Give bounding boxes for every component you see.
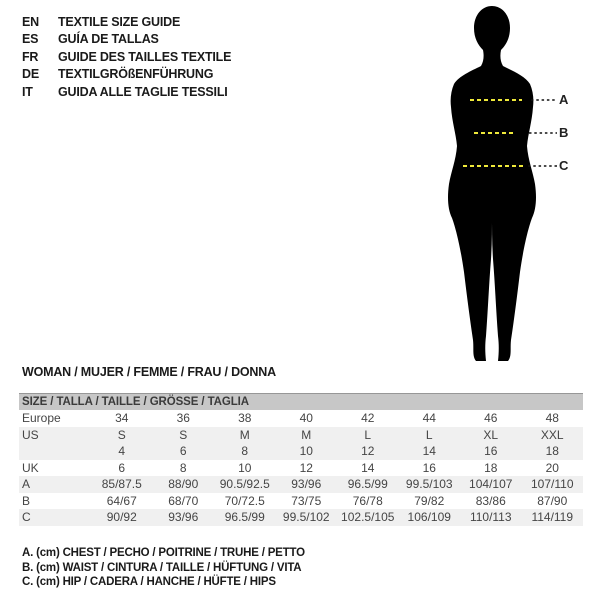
table-row — [19, 460, 583, 477]
size-value-cell: 10 — [299, 444, 313, 458]
size-value-cell: XXL — [540, 427, 564, 442]
row-label: UK — [22, 460, 39, 475]
size-value-cell: 12 — [299, 460, 313, 475]
size-value-cell: 18 — [545, 444, 559, 458]
woman-silhouette-figure — [445, 4, 595, 366]
size-value-cell: 99.5/103 — [405, 477, 453, 491]
size-value-cell: 40 — [299, 411, 313, 425]
size-value-cell: 110/113 — [469, 510, 512, 524]
row-label — [19, 443, 91, 460]
size-value-cell: 48 — [545, 411, 559, 425]
measure-letter-c: C — [559, 158, 569, 173]
size-value-cell: 20 — [545, 460, 559, 475]
size-value-cell: 90.5/92.5 — [219, 477, 270, 491]
size-value-cell: 46 — [484, 411, 498, 425]
language-code: DE — [22, 67, 39, 82]
table-row — [19, 443, 583, 460]
language-title: GUIDE DES TAILLES TEXTILE — [58, 49, 232, 64]
language-list — [22, 13, 231, 101]
size-value-cell: 44 — [422, 411, 436, 425]
size-value-cell: 6 — [179, 444, 187, 458]
row-label: A — [22, 477, 31, 491]
size-table-header: SIZE / TALLA / TAILLE / GRÖSSE / TAGLIA — [19, 393, 583, 410]
row-label: US — [22, 427, 39, 442]
size-value-cell: 85/87.5 — [101, 477, 142, 491]
size-value-cell: 104/107 — [469, 477, 513, 491]
size-value-cell: 79/82 — [414, 493, 445, 508]
silhouette-svg — [445, 4, 595, 366]
size-value-cell: 10 — [238, 460, 252, 475]
row-label: Europe — [22, 411, 61, 425]
size-value-cell: 14 — [422, 444, 436, 458]
language-code: EN — [22, 14, 39, 29]
size-value-cell: 87/90 — [537, 493, 568, 508]
size-value-cell: 114/119 — [531, 510, 574, 524]
table-row — [19, 493, 583, 510]
table-row — [19, 509, 583, 526]
size-table-body — [19, 410, 583, 526]
measure-letter-a: A — [559, 92, 569, 107]
size-value-cell: 96.5/99 — [224, 510, 265, 524]
row-label: C — [22, 510, 31, 524]
size-value-cell: 96.5/99 — [347, 477, 388, 491]
section-heading: WOMAN / MUJER / FEMME / FRAU / DONNA — [22, 365, 276, 379]
size-value-cell: 8 — [241, 444, 249, 458]
language-code: FR — [22, 49, 39, 64]
language-row — [22, 13, 231, 31]
woman-silhouette — [448, 6, 536, 361]
size-value-cell: 8 — [179, 460, 187, 475]
language-code: ES — [22, 32, 39, 47]
size-value-cell: 42 — [361, 411, 375, 425]
size-value-cell: 88/90 — [168, 477, 199, 491]
measure-letter-b: B — [559, 125, 569, 140]
size-value-cell: 106/109 — [407, 510, 451, 524]
language-title: GUÍA DE TALLAS — [58, 32, 159, 47]
size-value-cell: 83/86 — [475, 493, 506, 508]
size-value-cell: 16 — [422, 460, 436, 475]
size-value-cell: 76/78 — [352, 493, 383, 508]
size-value-cell: 73/75 — [291, 493, 322, 508]
size-value-cell: M — [301, 427, 312, 442]
language-row — [22, 83, 231, 101]
row-label: B — [22, 493, 31, 508]
size-value-cell: L — [425, 427, 433, 442]
language-title: GUIDA ALLE TAGLIE TESSILI — [58, 84, 228, 99]
language-row — [22, 66, 231, 84]
size-value-cell: M — [239, 427, 250, 442]
size-value-cell: XL — [483, 427, 499, 442]
table-row — [19, 427, 583, 444]
size-value-cell: 38 — [238, 411, 252, 425]
legend-line: C. (cm) HIP / CADERA / HANCHE / HÜFTE / HIPS — [22, 576, 276, 588]
size-value-cell: S — [179, 427, 188, 442]
size-value-cell: L — [364, 427, 372, 442]
size-value-cell: S — [117, 427, 126, 442]
legend-line: B. (cm) WAIST / CINTURA / TAILLE / HÜFTUNG / VITA — [22, 561, 302, 574]
language-code: IT — [22, 84, 33, 99]
size-table — [19, 393, 583, 526]
language-title: TEXTILGRÖßENFÜHRUNG — [58, 67, 214, 82]
language-row — [22, 48, 231, 66]
size-value-cell: 70/72.5 — [224, 493, 265, 508]
table-row — [19, 476, 583, 493]
size-value-cell: 34 — [115, 411, 129, 425]
size-value-cell: 68/70 — [168, 493, 199, 508]
size-value-cell: 99.5/102 — [282, 510, 330, 524]
size-value-cell: 4 — [118, 444, 126, 458]
legend-line: A. (cm) CHEST / PECHO / POITRINE / TRUHE / PETTO — [22, 547, 305, 559]
size-value-cell: 36 — [176, 411, 190, 425]
size-value-cell: 102.5/105 — [341, 510, 395, 524]
size-value-cell: 107/110 — [531, 477, 574, 491]
size-value-cell: 16 — [484, 444, 498, 458]
size-value-cell: 64/67 — [106, 493, 137, 508]
language-row — [22, 31, 231, 49]
size-value-cell: 12 — [361, 444, 375, 458]
size-value-cell: 93/96 — [291, 477, 322, 491]
table-row — [19, 410, 583, 427]
size-value-cell: 93/96 — [168, 510, 199, 524]
size-value-cell: 14 — [361, 460, 375, 475]
size-value-cell: 6 — [118, 460, 126, 475]
measurement-legend — [22, 546, 305, 590]
language-title: TEXTILE SIZE GUIDE — [58, 14, 181, 29]
size-value-cell: 90/92 — [106, 510, 137, 524]
size-value-cell: 18 — [484, 460, 498, 475]
